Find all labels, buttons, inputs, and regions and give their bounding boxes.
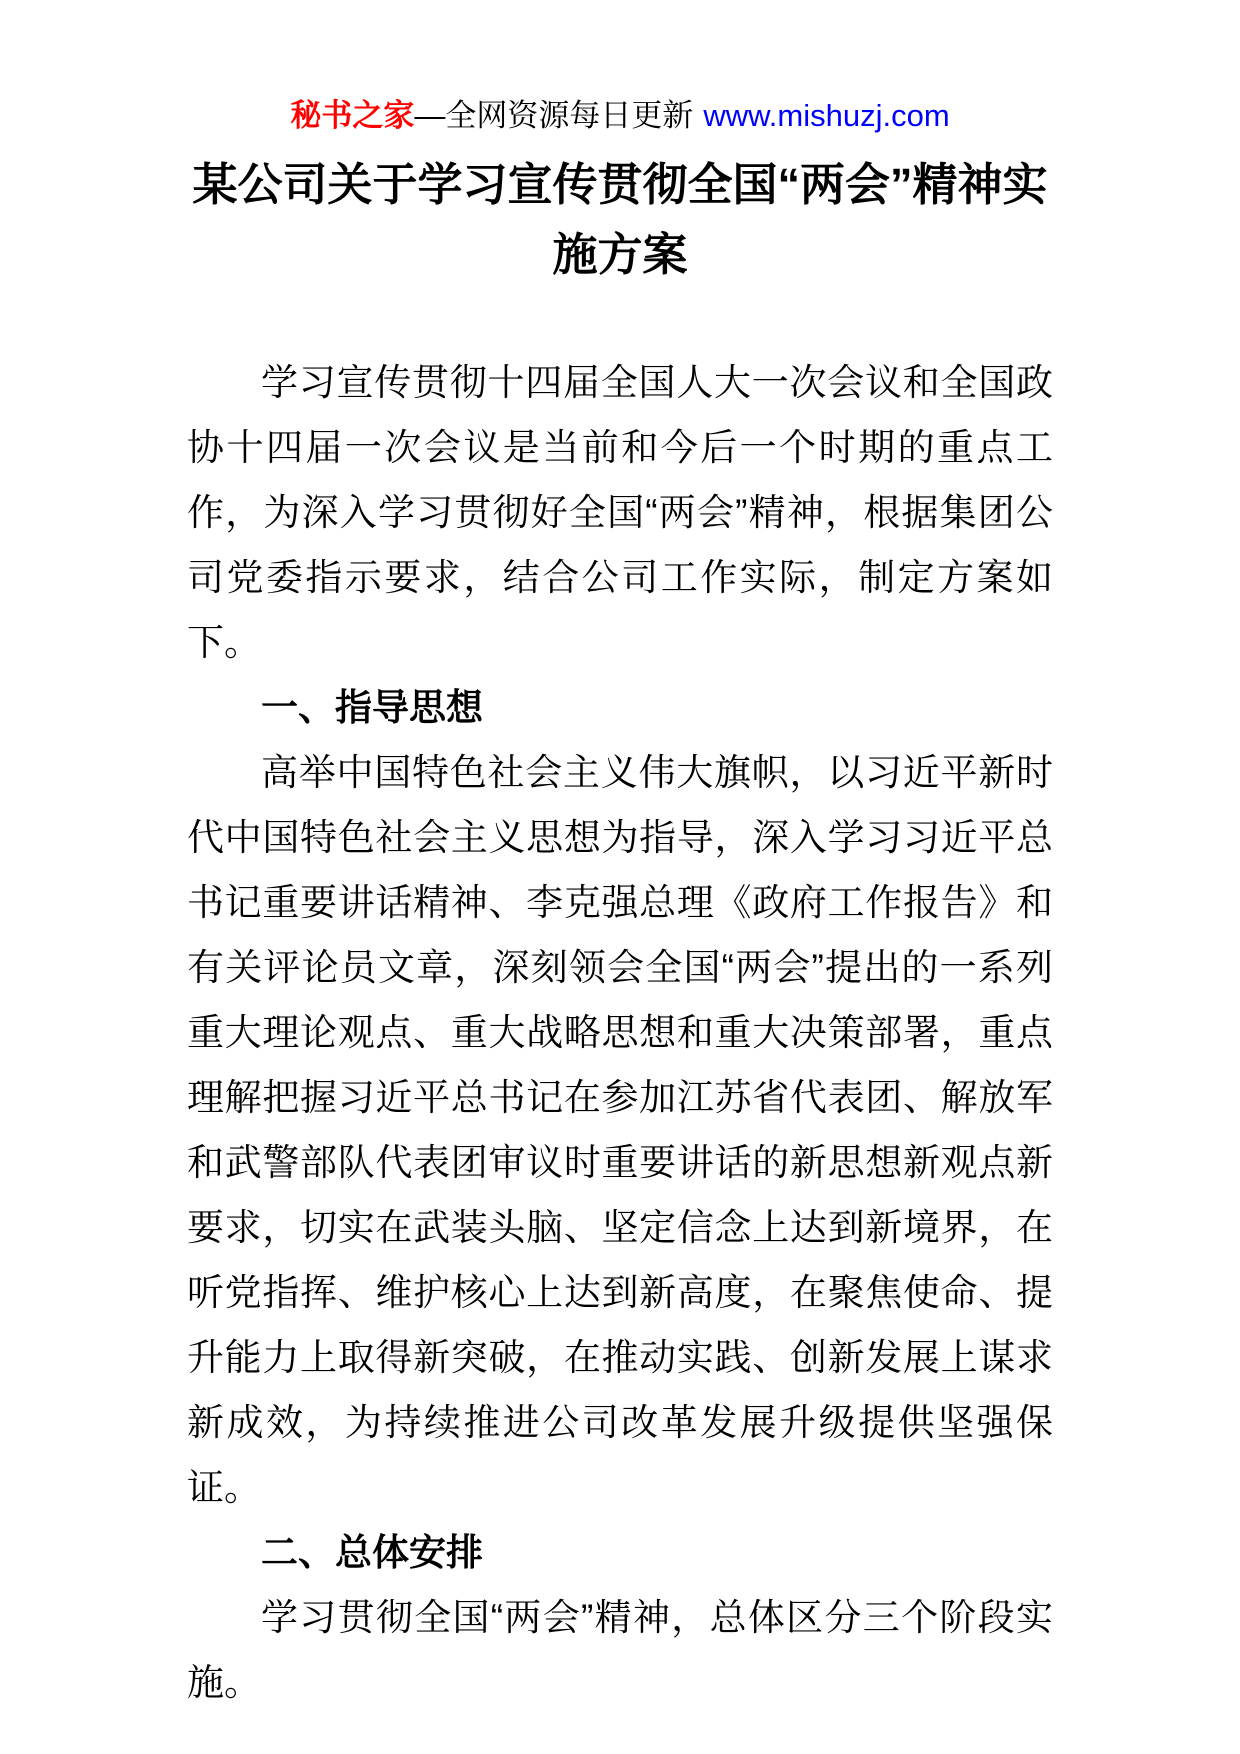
document-body	[187, 350, 1053, 1715]
site-url-link[interactable]: www.mishuzj.com	[703, 98, 950, 133]
section-heading-1: 一、指导思想	[261, 687, 483, 728]
body-paragraph-guiding-ideology: 高举中国特色社会主义伟大旗帜，以习近平新时代中国特色社会主义思想为指导，深入学习习近平总书记重要讲话精神、李克强总理《政府工作报告》和有关评论员文章，深刻领会全国“两会”提出的一系列重大理论观点、重大战略思想和重大决策部署，重点理解把握习近平总书记在参加江苏省代表团、解放军和武警部队代表团审议时重要讲话的新思想新观点新要求，切实在武装头脑、坚定信念上达到新境界，在听党指挥、维护核心上达到新高度，在聚焦使命、提升能力上取得新突破，在推动实践、创新发展上谋求新成效，为持续推进公司改革发展升级提供坚强保证。	[187, 752, 1053, 1508]
header-separator: —	[414, 98, 446, 133]
body-paragraph-overall-arrangement: 学习贯彻全国“两会”精神，总体区分三个阶段实施。	[187, 1597, 1053, 1703]
section-heading-2: 二、总体安排	[261, 1532, 483, 1573]
site-tagline: 全网资源每日更新	[445, 98, 694, 133]
site-header	[187, 0, 1053, 136]
site-brand: 秘书之家	[290, 98, 415, 133]
body-paragraph-intro: 学习宣传贯彻十四届全国人大一次会议和全国政协十四届一次会议是当前和今后一个时期的重点工作，为深入学习贯彻好全国“两会”精神，根据集团公司党委指示要求，结合公司工作实际，制定方案如下。	[187, 362, 1053, 663]
document-title: 某公司关于学习宣传贯彻全国“两会”精神实施方案	[192, 159, 1048, 280]
